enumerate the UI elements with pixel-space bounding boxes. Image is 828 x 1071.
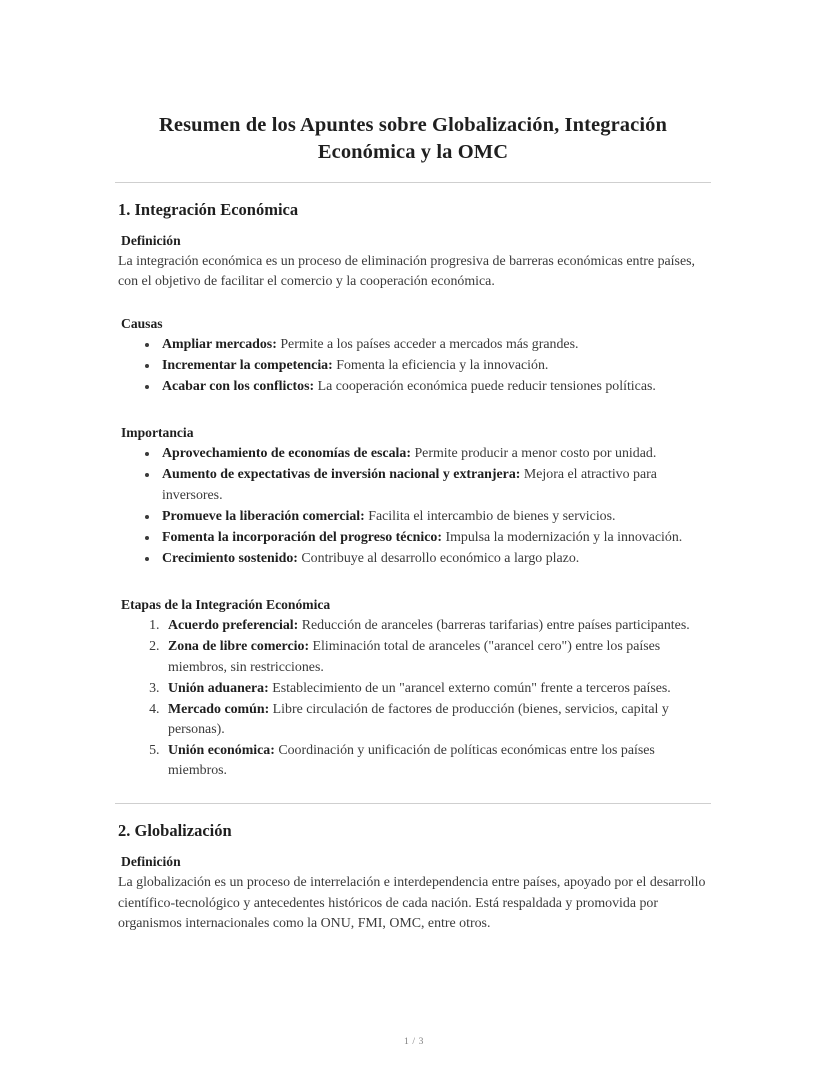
title-divider	[115, 182, 711, 183]
list-item-lead: Ampliar mercados:	[162, 336, 277, 352]
spacer	[115, 293, 711, 302]
list-item-text: Reducción de aranceles (barreras tarifarias) entre países participantes.	[298, 618, 690, 634]
list-item-text: Facilita el intercambio de bienes y servicios.	[364, 508, 616, 524]
list-item-lead: Fomenta la incorporación del progreso técnico:	[162, 529, 442, 545]
subheading-importancia: Importancia	[121, 425, 194, 441]
list-item-text: Libre circulación de factores de producción (bienes, servicios, capital y personas).	[168, 701, 669, 737]
list-item	[163, 741, 711, 781]
list-item-lead: Mercado común:	[168, 701, 270, 717]
list-item-lead: Unión económica:	[168, 743, 275, 759]
list-item-text: Permite producir a menor costo por unidad.	[410, 446, 657, 462]
list-item-lead: Aprovechamiento de economías de escala:	[162, 446, 411, 462]
list-item-lead: Acuerdo preferencial:	[168, 618, 299, 634]
list-item-text: Mejora el atractivo para inversores.	[162, 467, 657, 503]
list-item-text: Coordinación y unificación de políticas económicas entre los países miembros.	[168, 743, 655, 779]
list-item	[159, 528, 711, 548]
list-item-text: Eliminación total de aranceles ("arancel cero") entre los países miembros, sin restricciones.	[168, 639, 661, 675]
list-causas	[115, 335, 711, 397]
page-title: Resumen de los Apuntes sobre Globalización, Integración Económica y la OMC	[159, 114, 667, 164]
list-item	[159, 356, 711, 376]
list-item	[159, 335, 711, 355]
paragraph-definicion-1: La integración económica es un proceso de eliminación progresiva de barreras económicas entre países, con el objetivo de facilitar el comercio y la cooperación económica.	[118, 253, 695, 290]
section-heading-globalizacion: 2. Globalización	[118, 821, 232, 841]
list-item	[159, 507, 711, 527]
page-number-footer: 1 / 3	[403, 1036, 425, 1047]
list-item-text: Permite a los países acceder a mercados más grandes.	[276, 336, 579, 352]
list-item-lead: Crecimiento sostenido:	[162, 551, 298, 567]
list-item-lead: Promueve la liberación comercial:	[162, 508, 365, 524]
list-item-lead: Unión aduanera:	[168, 680, 269, 696]
list-item	[159, 444, 711, 464]
paragraph-definicion-2: La globalización es un proceso de interrelación e interdependencia entre países, apoyado por el desarrollo científico-tecnológico y antecedentes históricos de cada nación. Está respaldada y promovida por organismos internacionales como la ONU, FMI, OMC, entre otros.	[118, 875, 706, 932]
section-divider	[115, 803, 711, 804]
list-item-text: Establecimiento de un "arancel externo común" frente a terceros países.	[268, 680, 671, 696]
list-item	[163, 700, 711, 740]
list-item-lead: Acabar con los conflictos:	[162, 379, 315, 395]
list-item-lead: Incrementar la competencia:	[162, 358, 333, 373]
list-item	[159, 549, 711, 569]
section-heading-integracion-economica: 1. Integración Económica	[118, 200, 299, 220]
subheading-etapas: Etapas de la Integración Económica	[121, 597, 331, 613]
subheading-definicion-2: Definición	[121, 854, 181, 870]
spacer	[115, 398, 711, 411]
list-item	[163, 616, 711, 636]
list-item	[163, 679, 711, 699]
list-item	[159, 465, 711, 505]
list-item	[163, 637, 711, 677]
subheading-definicion-1: Definición	[121, 232, 181, 248]
list-item-lead: Aumento de expectativas de inversión nacional y extranjera:	[162, 467, 521, 483]
subheading-causas: Causas	[121, 315, 163, 331]
list-item-text: Contribuye al desarrollo económico a largo plazo.	[297, 551, 580, 567]
list-item	[159, 377, 711, 397]
document-content	[115, 112, 711, 935]
list-etapas	[115, 616, 711, 781]
spacer	[115, 570, 711, 583]
list-item-text: Fomenta la eficiencia y la innovación.	[332, 358, 549, 373]
list-importancia	[115, 444, 711, 569]
list-item-lead: Zona de libre comercio:	[168, 639, 310, 655]
list-item-text: Impulsa la modernización y la innovación.	[441, 529, 683, 545]
list-item-text: La cooperación económica puede reducir tensiones políticas.	[314, 379, 656, 395]
